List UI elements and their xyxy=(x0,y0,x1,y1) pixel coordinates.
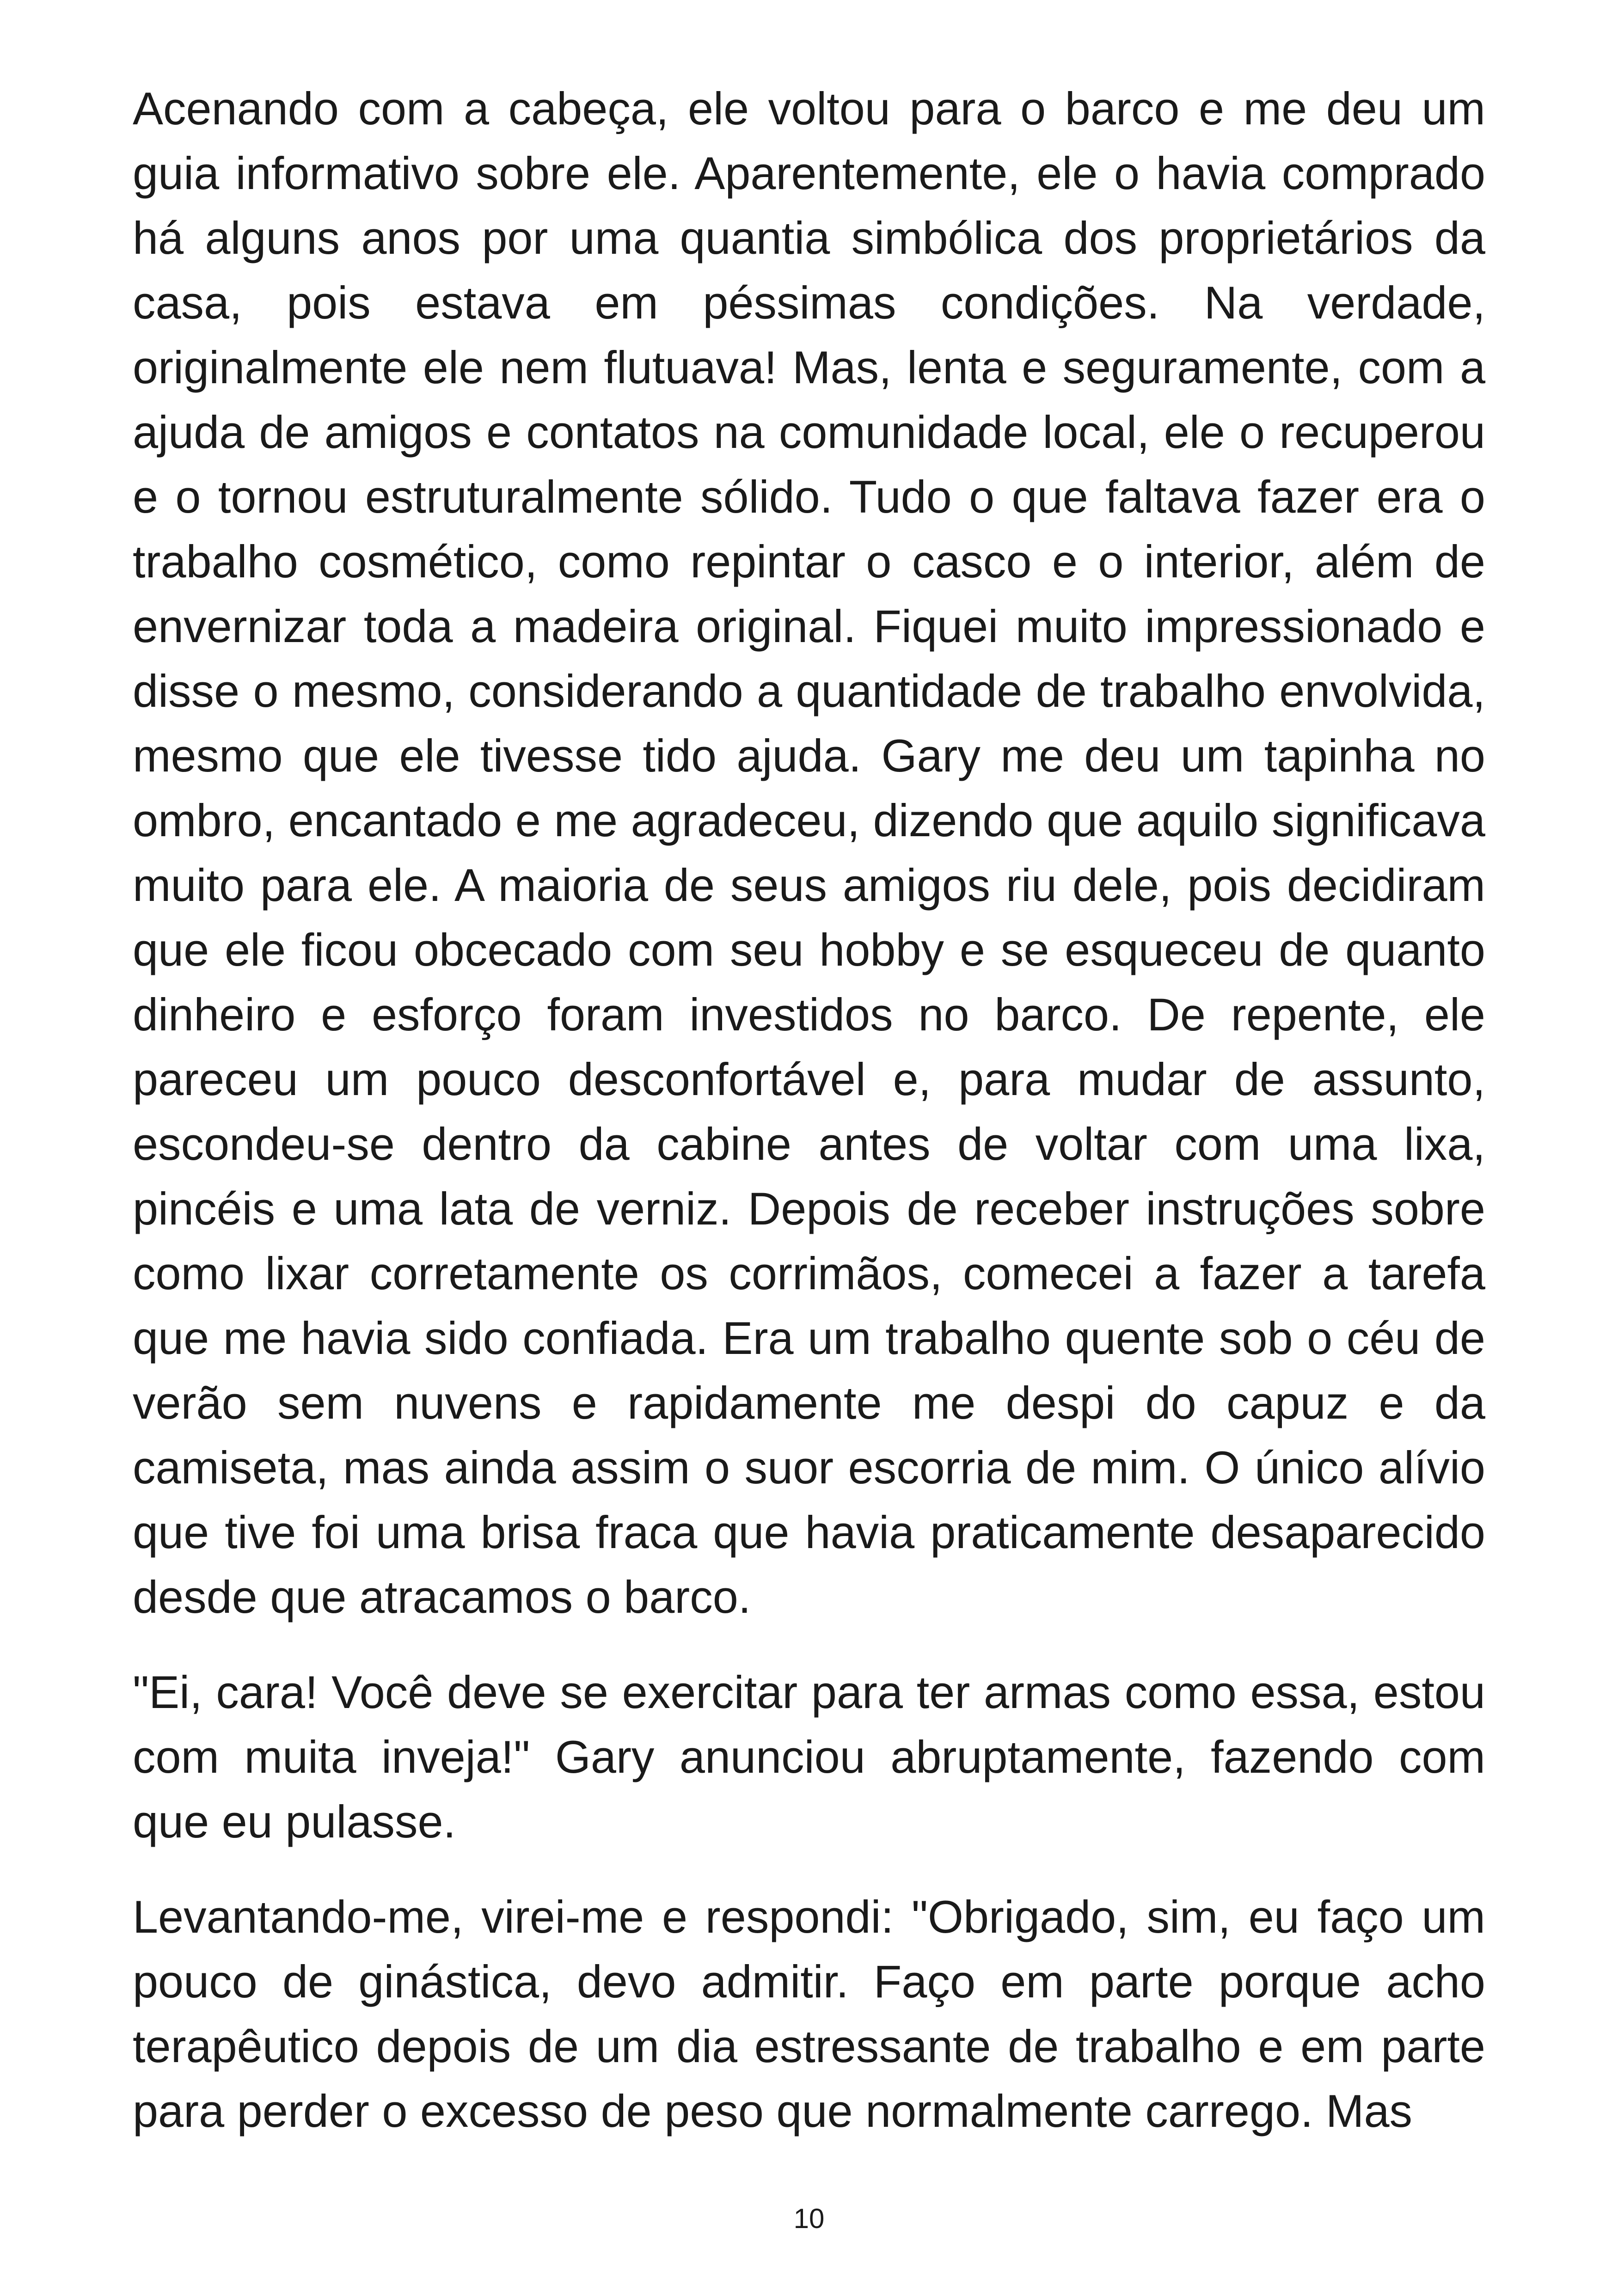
paragraph-2: "Ei, cara! Você deve se exercitar para ter armas como essa, estou com muita inveja!" Gary anunciou abruptamente, fazendo com que eu pulasse. xyxy=(133,1666,1485,1847)
paragraph-1: Acenando com a cabeça, ele voltou para o barco e me deu um guia informativo sobre ele. Aparentemente, ele o havia comprado há alguns anos por uma quantia simbólica dos proprietários da casa, pois estava em péssimas condições. Na verdade, originalmente ele nem flutuava! Mas, lenta e seguramente, com a ajuda de amigos e contatos na comunidade local, ele o recuperou e o tornou estruturalmente sólido. Tudo o que faltava fazer era o trabalho cosmético, como repintar o casco e o interior, além de envernizar toda a madeira original. Fiquei muito impressionado e disse o mesmo, considerando a quantidade de trabalho envolvida, mesmo que ele tivesse tido ajuda. Gary me deu um tapinha no ombro, encantado e me agradeceu, dizendo que aquilo significava muito para ele. A maioria de seus amigos riu dele, pois decidiram que ele ficou obcecado com seu hobby e se esqueceu de quanto dinheiro e esforço foram investidos no barco. De repente, ele pareceu um pouco desconfortável e, para mudar de assunto, escondeu-se dentro da cabine antes de voltar com uma lixa, pincéis e uma lata de verniz. Depois de receber instruções sobre como lixar corretamente os corrimãos, comecei a fazer a tarefa que me havia sido confiada. Era um trabalho quente sob o céu de verão sem nuvens e rapidamente me despi do capuz e da camiseta, mas ainda assim o suor escorria de mim. O único alívio que tive foi uma brisa fraca que havia praticamente desaparecido desde que atracamos o barco. xyxy=(133,83,1485,1623)
body-text xyxy=(133,76,1485,2174)
page-number: 10 xyxy=(793,2203,825,2234)
paragraph-3: Levantando-me, virei-me e respondi: "Obrigado, sim, eu faço um pouco de ginástica, devo admitir. Faço em parte porque acho terapêutico depois de um dia estressante de trabalho e em parte para perder o excesso de peso que normalmente carrego. Mas xyxy=(133,1891,1485,2137)
